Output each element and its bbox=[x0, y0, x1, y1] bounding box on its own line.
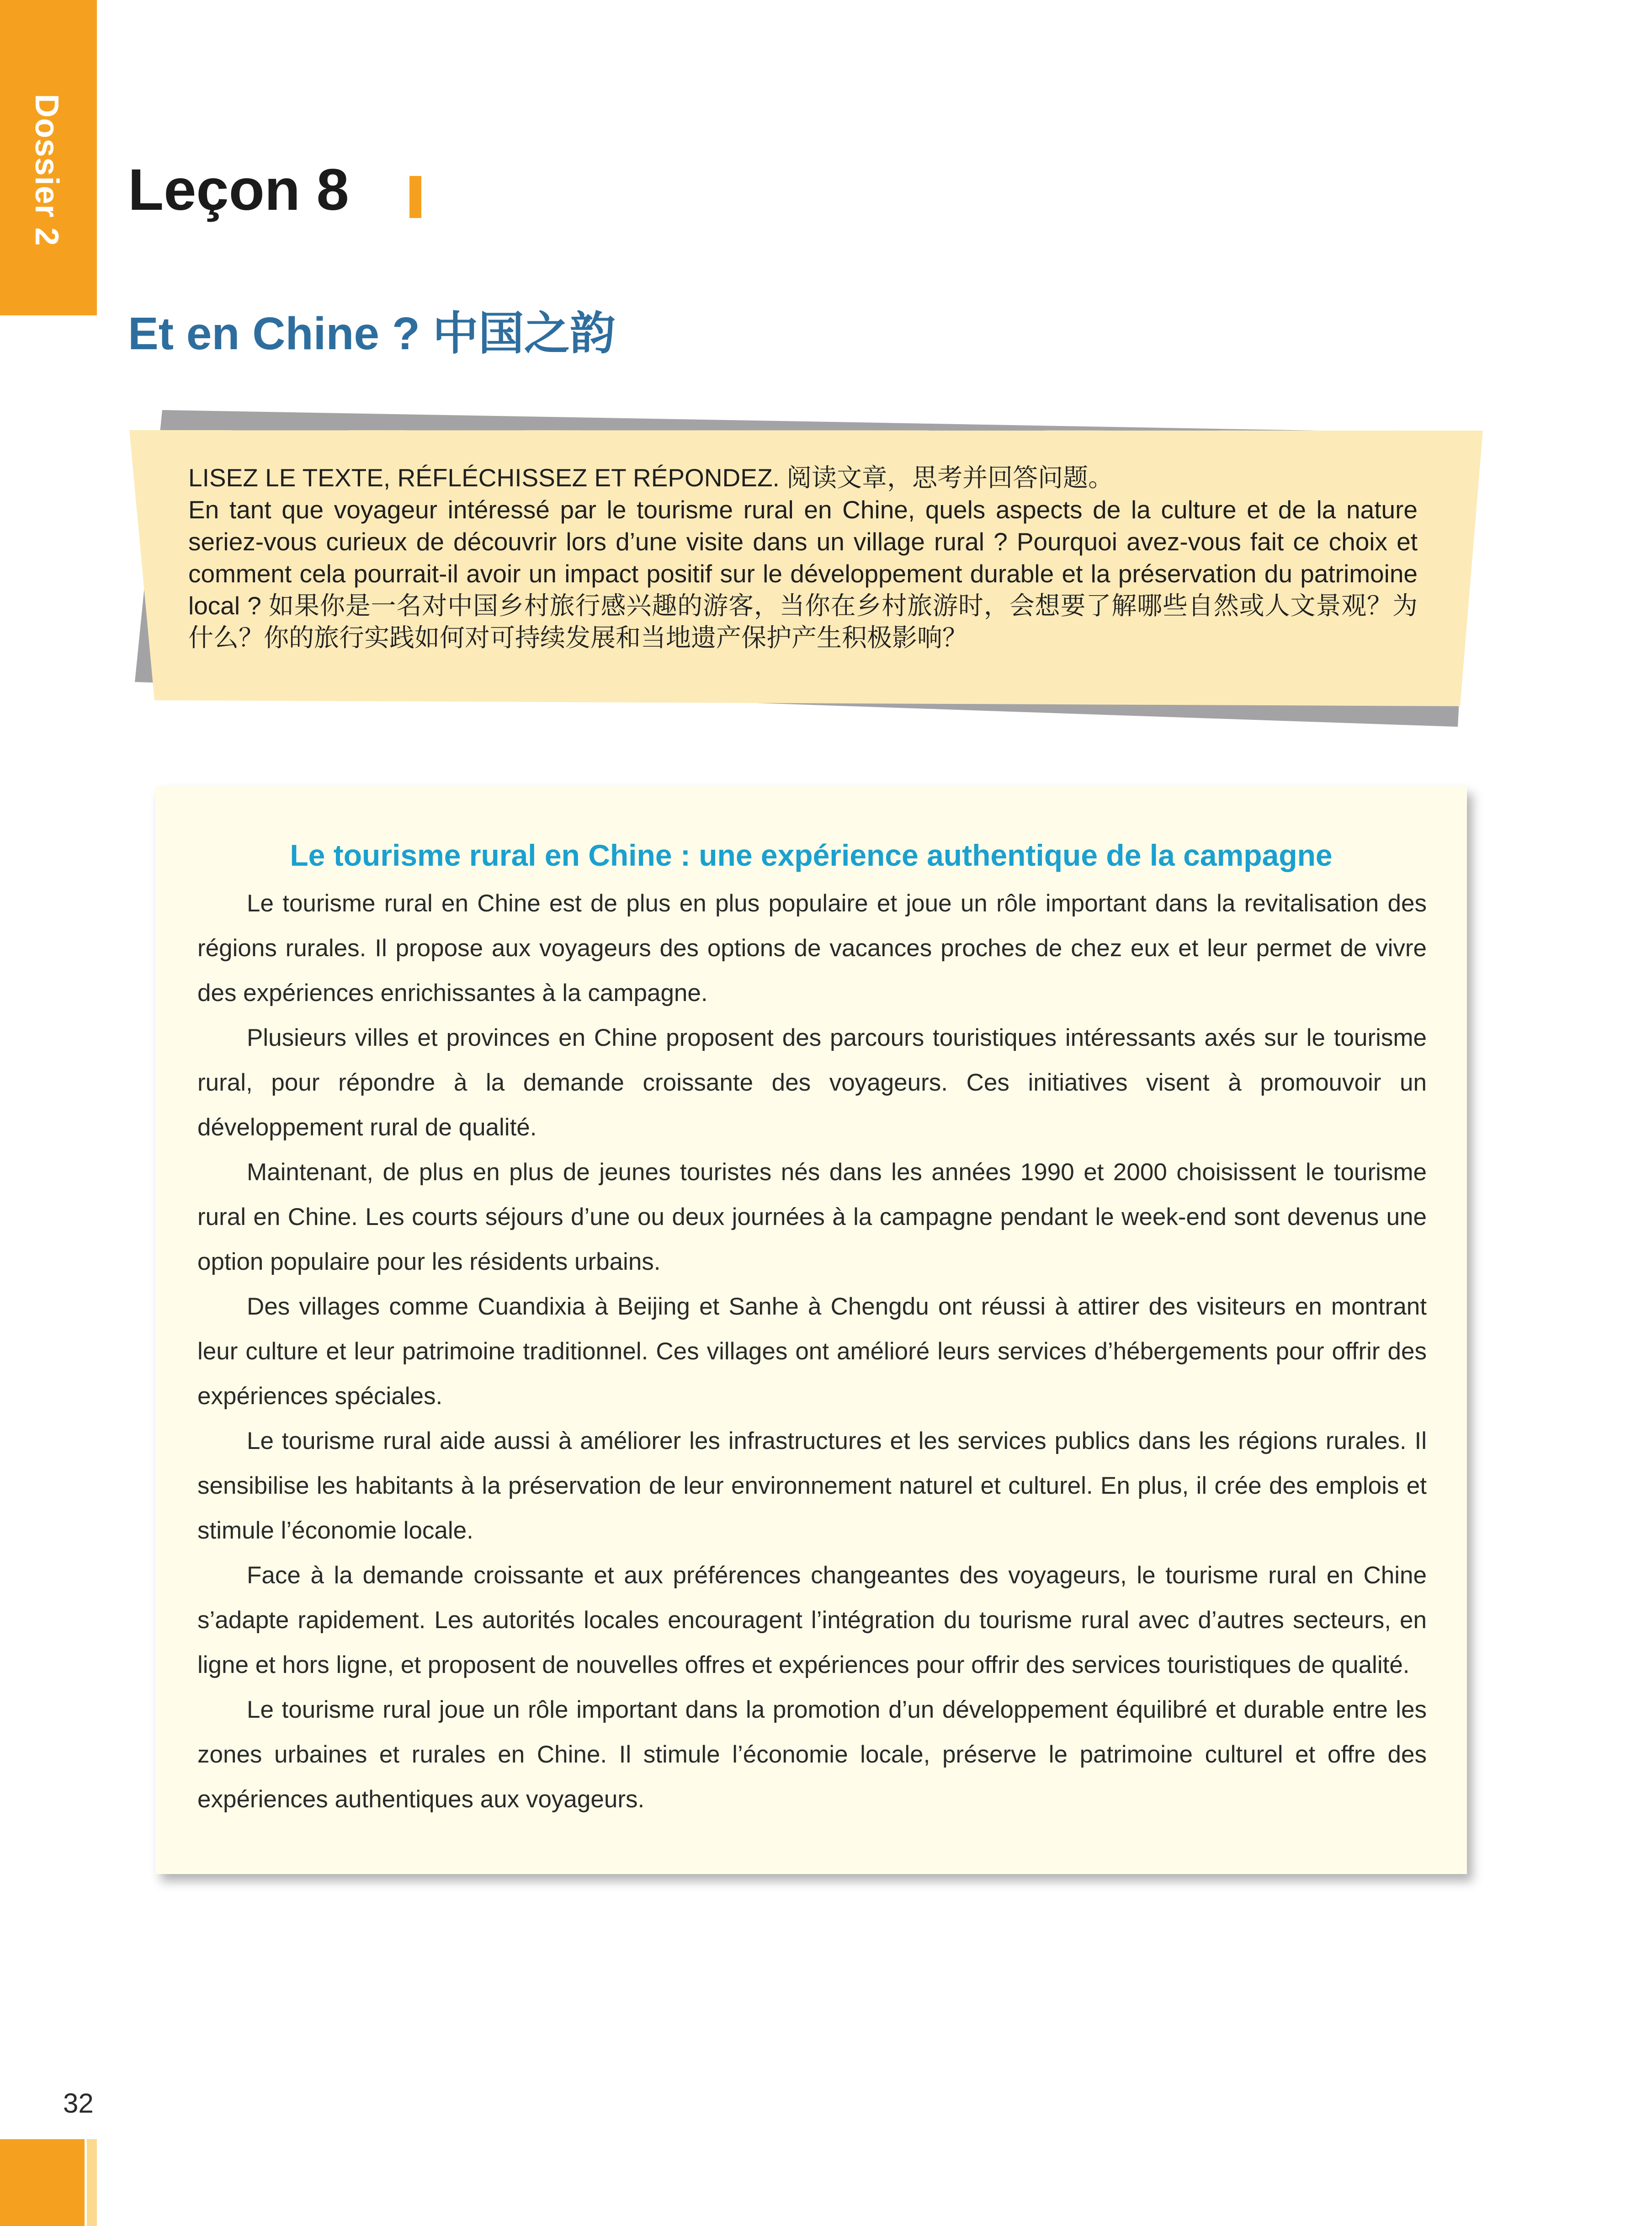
article-title: Le tourisme rural en Chine : une expérience authentique de la campagne bbox=[290, 838, 1333, 872]
question-instruction: LISEZ LE TEXTE, RÉFLÉCHISSEZ ET RÉPONDEZ. 阅读文章，思考并回答问题。 bbox=[188, 463, 1114, 492]
article-paragraph: Des villages comme Cuandixia à Beijing et Sanhe à Chengdu ont réussi à attirer des visiteurs en montrant leur culture et leur patrimoine traditionnel. Ces villages ont amélioré leurs services d’hébergements pour offrir des expériences spéciales. bbox=[197, 1293, 1427, 1410]
dossier-label: Dossier 2 bbox=[28, 94, 65, 246]
footer-tab-stripe bbox=[87, 2139, 97, 2226]
section-title: Et en Chine ? 中国之韵 bbox=[128, 308, 616, 359]
article-paragraph: Maintenant, de plus en plus de jeunes touristes nés dans les années 1990 et 2000 choisissent le tourisme rural en Chine. Les courts séjours d’une ou deux journées à la campagne pendant le week-end sont devenus une option populaire pour les résidents urbains. bbox=[197, 1159, 1427, 1275]
lesson-title: Leçon 8 bbox=[128, 157, 349, 223]
question-body: En tant que voyageur intéressé par le tourisme rural en Chine, quels aspects de la culture et de la nature seriez-vous curieux de découvrir lors d’une visite dans un village rural ? Pourquoi avez-vous fait ce choix et comment cela pourrait-il avoir un impact positif sur le développement durable et la préservation du patrimoine local ? 如果你是一名对中国乡村旅行感兴趣的游客，当你在乡村旅游时，会想要了解哪些自然或人文景观？为什么？你的旅行实践如何对可持续发展和当地遗产保护产生积极影响？ bbox=[188, 495, 1418, 652]
page-number: 32 bbox=[63, 2088, 94, 2119]
question-box-background bbox=[0, 0, 1652, 777]
article-body bbox=[197, 881, 1427, 1822]
question-text bbox=[188, 462, 1418, 654]
reading-panel bbox=[155, 786, 1467, 1874]
article-paragraph: Face à la demande croissante et aux préférences changeantes des voyageurs, le tourisme rural en Chine s’adapte rapidement. Les autorités locales encouragent l’intégration du tourisme rural avec d’autres secteurs, en ligne et hors ligne, et proposent de nouvelles offres et expériences pour offrir des services touristiques de qualité. bbox=[197, 1562, 1427, 1678]
article-paragraph: Le tourisme rural en Chine est de plus en plus populaire et joue un rôle important dans la revitalisation des régions rurales. Il propose aux voyageurs des options de vacances proches de chez eux et leur permet de vivre des expériences enrichissantes à la campagne. bbox=[197, 890, 1427, 1006]
article-paragraph: Le tourisme rural joue un rôle important dans la promotion d’un développement équilibré et durable entre les zones urbaines et rurales en Chine. Il stimule l’économie locale, préserve le patrimoine culturel et offre des expériences authentiques aux voyageurs. bbox=[197, 1696, 1427, 1813]
footer-tab bbox=[0, 2139, 85, 2226]
article-paragraph: Plusieurs villes et provinces en Chine proposent des parcours touristiques intéressants axés sur le tourisme rural, pour répondre à la demande croissante des voyageurs. Ces initiatives visent à promouvoir un développement rural de qualité. bbox=[197, 1024, 1427, 1141]
question-box bbox=[0, 0, 1652, 777]
article-paragraph: Le tourisme rural aide aussi à améliorer les infrastructures et les services publics dans les régions rurales. Il sensibilise les habitants à la préservation de leur environnement naturel et culturel. En plus, il crée des emplois et stimule l’économie locale. bbox=[197, 1427, 1427, 1544]
